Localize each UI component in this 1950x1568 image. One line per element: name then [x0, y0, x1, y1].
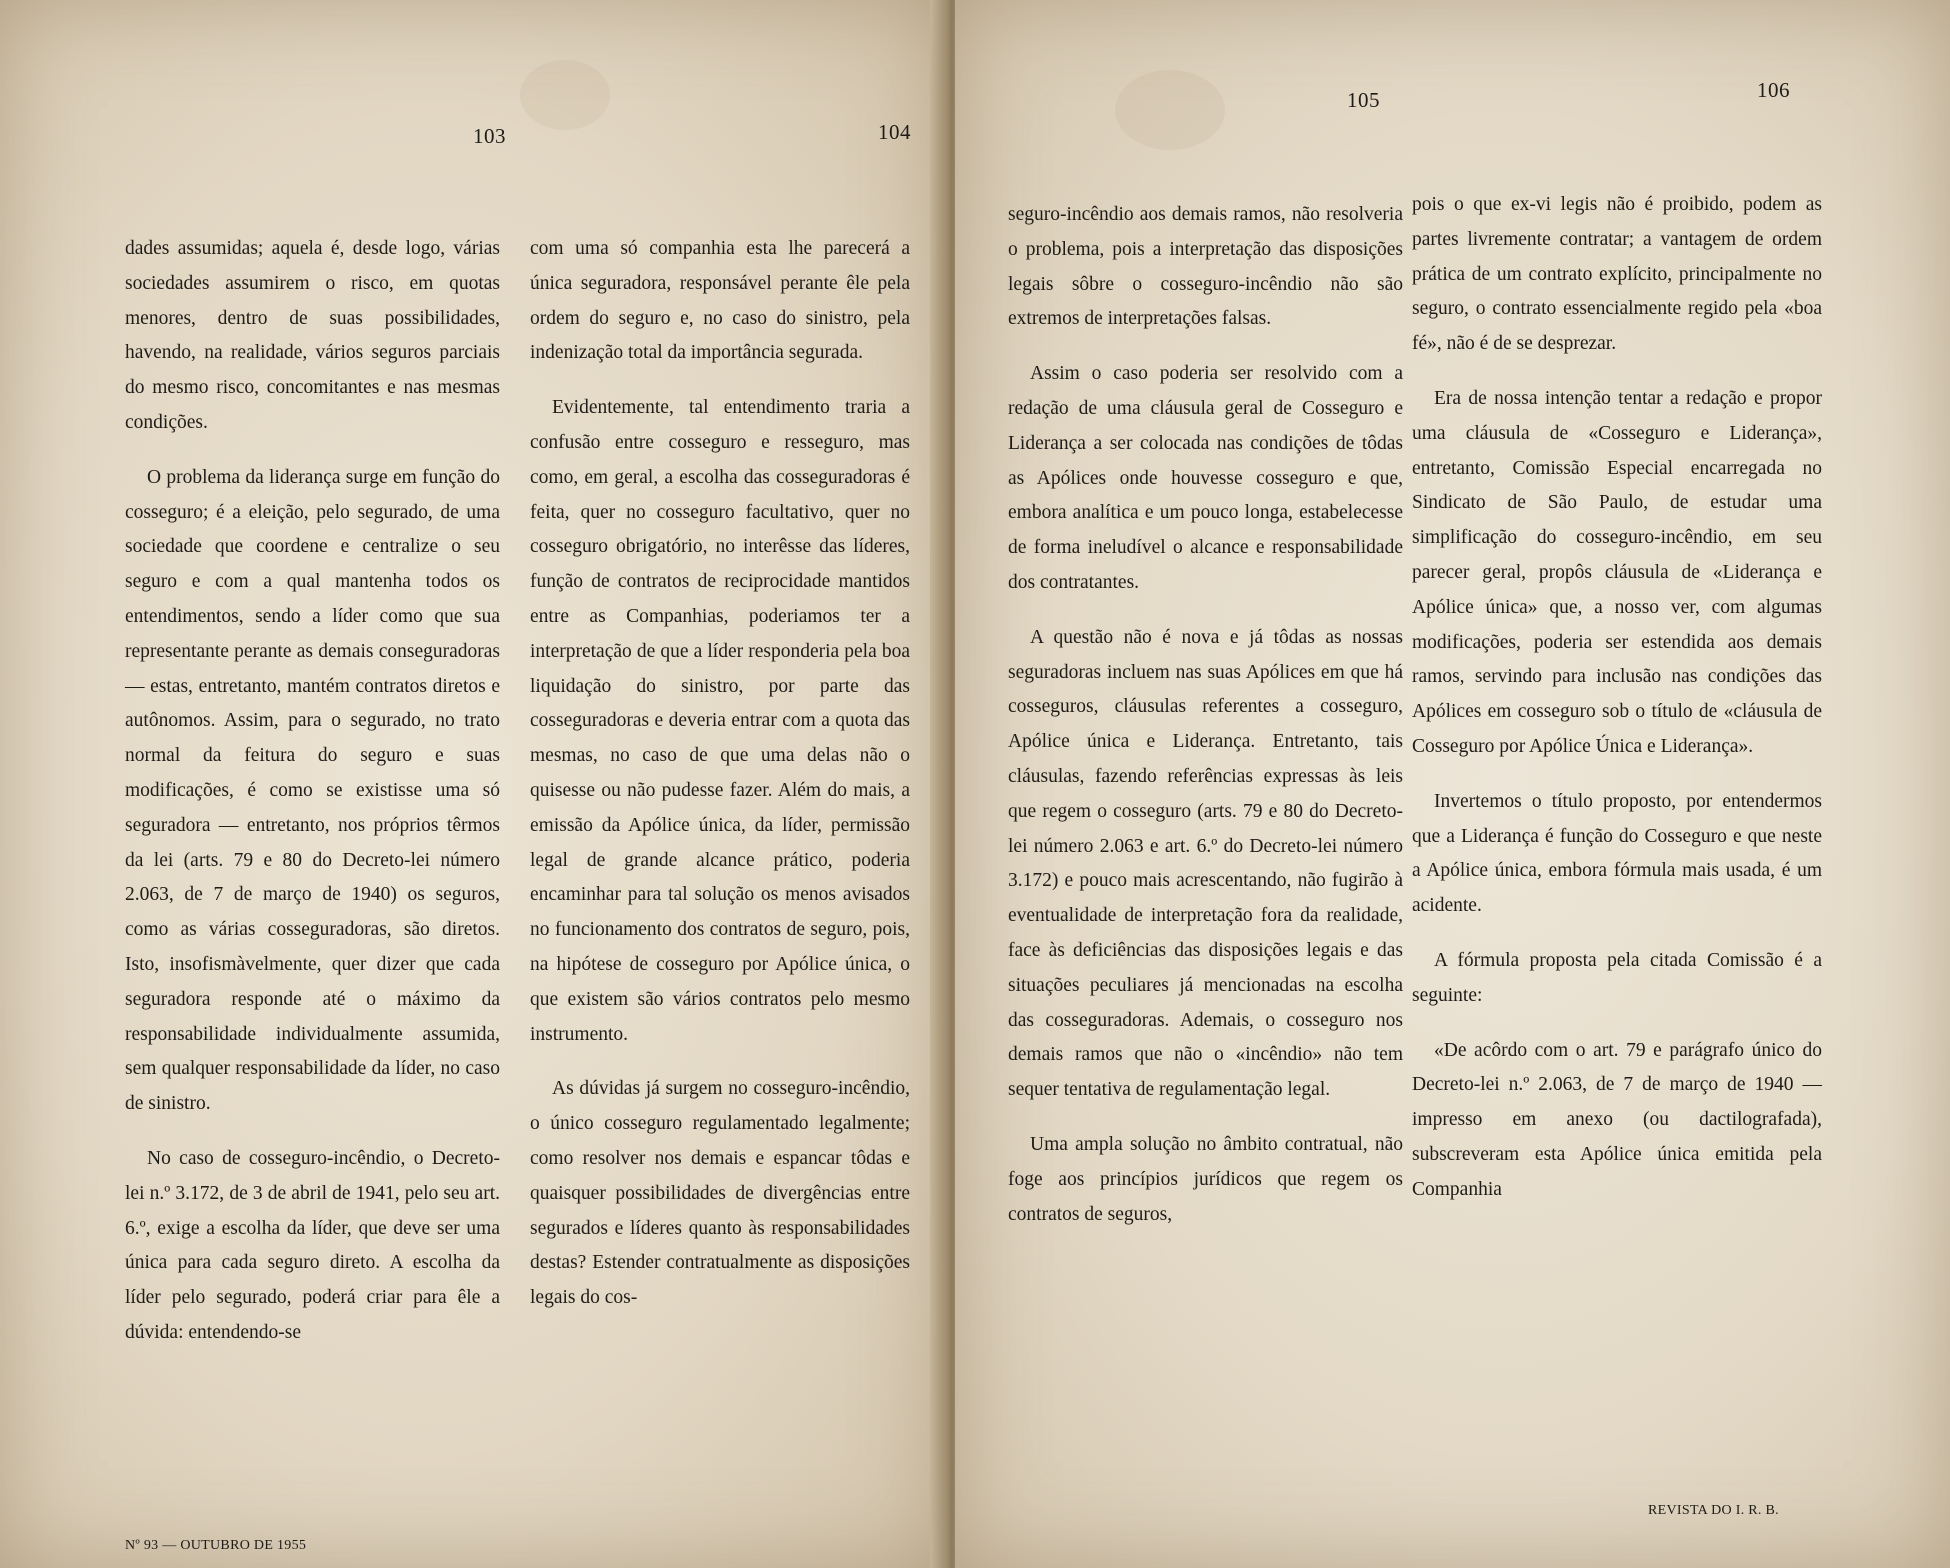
page-104-text [530, 232, 910, 1336]
paragraph: Invertemos o título proposto, por entendermos que a Liderança é função do Cosseguro e que neste a Apólice única, embora fórmula mais usada, é um acidente. [1412, 790, 1822, 917]
paragraph: pois o que ex-vi legis não é proibido, podem as partes livremente contratar; a vantagem de ordem prática de um contrato explícito, principalmente no seguro, o contrato essencialmente regido pela «boa fé», não é de se desprezar. [1412, 194, 1822, 355]
footer-issue: Nº 93 — OUTUBRO DE 1955 [125, 1538, 307, 1553]
paragraph: dades assumidas; aquela é, desde logo, várias sociedades assumirem o risco, em quotas menores, dentro de suas possibilidades, havendo, na realidade, vários seguros parciais do mesmo risco, concomitantes e nas mesmas condições. [125, 238, 500, 433]
paragraph: Uma ampla solução no âmbito contratual, não foge aos princípios jurídicos que regem os contratos de seguros, [1008, 1133, 1403, 1225]
page-105-text [1008, 198, 1403, 1252]
page-number-105: 105 [1347, 88, 1380, 112]
page-106-text [1412, 188, 1822, 1228]
paragraph: No caso de cosseguro-incêndio, o Decreto-lei n.º 3.172, de 3 de abril de 1941, pelo seu art. 6.º, exige a escolha da líder, que deve ser uma única para cada seguro direto. A escolha da líder pelo segurado, poderá criar para êle a dúvida: entendendo-se [125, 1147, 500, 1343]
paragraph: O problema da liderança surge em função do cosseguro; é a eleição, pelo segurado, de uma sociedade que coordene e centralize o seu seguro e com a qual mantenha todos os entendimentos, sendo a líder como que sua representante perante as demais conseguradoras — estas, entretanto, mantém contratos diretos e autônomos. Assim, para o segurado, no trato normal da feitura do seguro e suas modificações, é como se existisse uma só seguradora — entretanto, nos próprios têrmos da lei (arts. 79 e 80 do Decreto-lei número 2.063, de 7 de março de 1940) os seguros, como as várias cosseguradoras, são diretos. Isto, insofismàvelmente, quer dizer que cada seguradora responde até o máximo da responsabilidade individualmente assumida, sem qualquer responsabilidade da líder, no caso de sinistro. [125, 466, 500, 1115]
footer-journal: REVISTA DO I. R. B. [1648, 1503, 1779, 1518]
page-103-text [125, 232, 500, 1371]
paper-stain [520, 60, 610, 130]
paragraph: seguro-incêndio aos demais ramos, não resolveria o problema, pois a interpretação das disposições legais sôbre o cosseguro-incêndio não são extremos de interpretações falsas. [1008, 204, 1403, 330]
paragraph: Evidentemente, tal entendimento traria a confusão entre cosseguro e resseguro, mas como, em geral, a escolha das cosseguradoras é feita, quer no cosseguro facultativo, quer no cosseguro obrigatório, no interêsse das líderes, função de contratos de reciprocidade mantidos entre as Companhias, poderiamos ter a interpretação de que a líder responderia pela boa liquidação do sinistro, por parte das cosseguradoras e deveria entrar com a quota das mesmas, no caso de que uma delas não o quisesse ou não pudesse fazer. Além do mais, a emissão da Apólice única, da líder, permissão legal de grande alcance prático, poderia encaminhar para tal solução os menos avisados no funcionamento dos contratos de seguro, pois, na hipótese de cosseguro por Apólice única, o que existem são vários contratos pelo mesmo instrumento. [530, 397, 910, 1045]
page-number-104: 104 [878, 120, 911, 144]
paragraph: A fórmula proposta pela citada Comissão é a seguinte: [1412, 949, 1822, 1006]
paragraph: A questão não é nova e já tôdas as nossas seguradoras incluem nas suas Apólices em que há cosseguros, cláusulas referentes a cosseguro, Apólice única e Liderança. Entretanto, tais cláusulas, fazendo referências expressas às leis que regem o cosseguro (arts. 79 e 80 do Decreto-lei número 2.063 e art. 6.º do Decreto-lei número 3.172) e pouco mais acrescentando, não fugirão à eventualidade de interpretação fora da realidade, face às deficiências das disposições legais e das situações peculiares já mencionadas na escolha das cosseguradoras. Ademais, o cosseguro nos demais ramos que não o «incêndio» não tem sequer tentativa de regulamentação legal. [1008, 626, 1403, 1101]
paragraph: «De acôrdo com o art. 79 e parágrafo único do Decreto-lei n.º 2.063, de 7 de março de 1940 — impresso em anexo (ou dactilografada), subscreveram esta Apólice única emitida pela Companhia [1412, 1039, 1822, 1200]
page-number-106: 106 [1757, 78, 1790, 102]
paper-stain [1115, 70, 1225, 150]
paragraph: Era de nossa intenção tentar a redação e propor uma cláusula de «Cosseguro e Liderança», entretanto, Comissão Especial encarregada no Sindicato de São Paulo, de estudar uma simplificação do cosseguro-incêndio, em seu parecer geral, propôs cláusula de «Liderança e Apólice única» que, a nosso ver, com algumas modificações, poderia ser estendida aos demais ramos, servindo para inclusão nas condições das Apólices em cosseguro sob o título de «cláusula de Cosseguro por Apólice Única e Liderança». [1412, 387, 1822, 757]
paragraph: Assim o caso poderia ser resolvido com a redação de uma cláusula geral de Cosseguro e Liderança a ser colocada nas condições de tôdas as Apólices onde houvesse cosseguro e que, embora analítica e um pouco longa, estabelecesse de forma ineludível o alcance e responsabilidade dos contratantes. [1008, 363, 1403, 593]
paragraph: com uma só companhia esta lhe parecerá a única seguradora, responsável perante êle pela ordem do seguro e, no caso do sinistro, pela indenização total da importância segurada. [530, 238, 910, 364]
page-number-103: 103 [473, 124, 506, 148]
paragraph: As dúvidas já surgem no cosseguro-incêndio, o único cosseguro regulamentado legalmente; como resolver nos demais e espancar tôdas e quaisquer possibilidades de divergências entre segurados e líderes quanto às responsabilidades destas? Estender contratualmente as disposições legais do cos- [530, 1078, 910, 1309]
